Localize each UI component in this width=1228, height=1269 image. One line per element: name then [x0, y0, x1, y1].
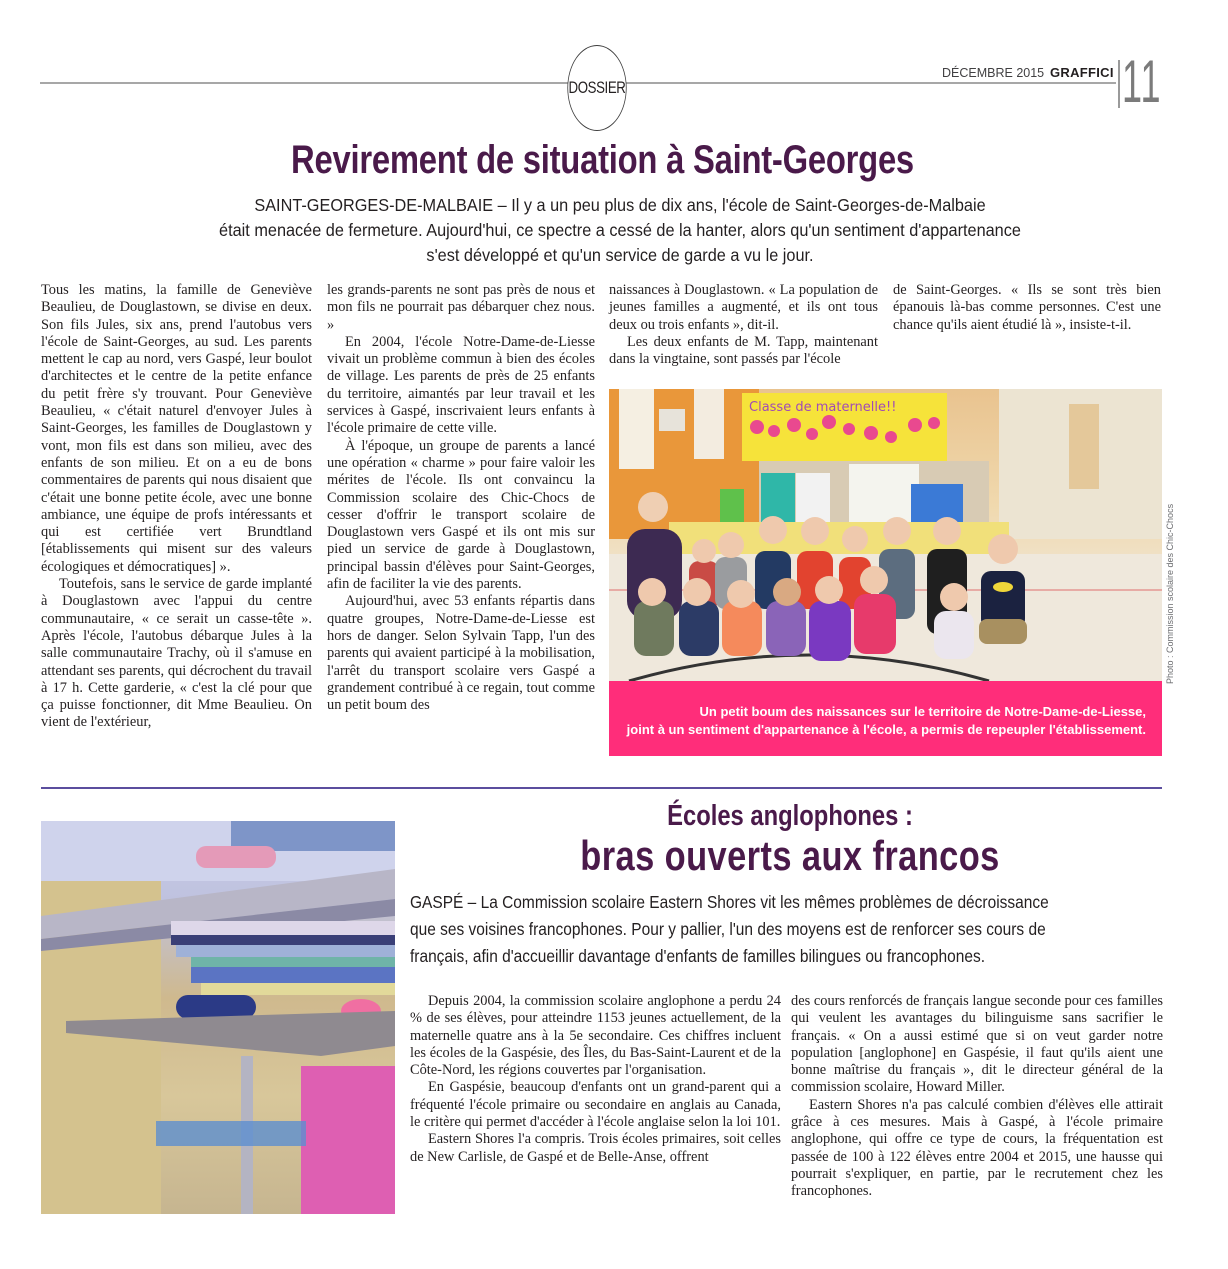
blue-folder	[191, 967, 395, 983]
pencil-case	[176, 995, 256, 1019]
paragraph: Depuis 2004, la commission scolaire anglophone a perdu 24 % de ses élèves, pour atteindre 1153 jeunes actuellement, de la maternelle quatre ans à la 5e secondaire. Ces chiffres incluent les écoles de la Gaspésie, des Îles, du Bas-Saint-Laurent et de la Côte-Nord, les régions couvertes par l'organisation.	[410, 993, 781, 1079]
section-label: DOSSIER	[568, 78, 626, 97]
article-1-column-3	[609, 282, 878, 368]
caption-line: Un petit boum des naissances sur le territoire de Notre-Dame-de-Liesse,	[699, 704, 1146, 719]
section-divider	[41, 787, 1162, 789]
window	[694, 389, 724, 459]
yellow-notebook	[201, 983, 395, 995]
paragraph: des cours renforcés de français langue seconde pour ces familles qui veulent les avantages du bilinguisme sans sacrifier le français. « On a aussi estimé que si on veut garder notre population [anglophone] en Gaspésie, il faut qu'ils aient une bonne maîtrise du français », dit le directeur général de la commission scolaire, Howard Miller.	[791, 993, 1163, 1096]
article-2-column-2	[791, 993, 1163, 1201]
student-hand	[196, 846, 276, 868]
paragraph: En 2004, l'école Notre-Dame-de-Liesse vivait un problème commun à bien des écoles de village. Les parents de près de 25 enfants du territoire, aimantés par leur travail et les services à Gaspé, inscrivaient leurs enfants à l'école primaire de cette ville.	[327, 333, 595, 437]
article-2-headline-line-2: bras ouverts aux francos	[580, 832, 1000, 879]
article-2-column-1	[410, 993, 781, 1166]
paragraph: Toutefois, sans le service de garde implanté à Douglastown avec l'appui du centre communautaire, « ce serait un casse-tête ». Après l'école, l'autobus débarque Jules à la salle communautaire Trachy, où il s'amuse en attendant ses parents, qui décrochent du travail à 17 h. Cette garderie, « c'est la clé pour que ça puisse fonctionner, dit Mme Beaulieu. On vient de l'extérieur,	[41, 576, 312, 731]
publication-name: GRAFFICI	[1050, 65, 1114, 80]
lede-line: SAINT-GEORGES-DE-MALBAIE – Il y a un peu plus de dix ans, l'école de Saint-Georges-de-Malbaie	[254, 195, 986, 215]
kindergarten-class-photo	[609, 389, 1162, 681]
paragraph: Eastern Shores n'a pas calculé combien d'élèves elle attirait grâce à ces mesures. Mais à Gaspé, à l'école primaire anglophone, qui offre ce type de cours, la fréquentation est passée de 100 à 122 élèves entre 2004 et 2015, une hausse qui pourrait s'expliquer, en partie, par le recrutement chez les francophones.	[791, 1096, 1163, 1200]
photo-illustration	[609, 389, 1162, 681]
article-1-headline: Revirement de situation à Saint-Georges	[291, 138, 914, 182]
article-1-column-2	[327, 282, 595, 714]
door	[1069, 404, 1099, 489]
paragraph: En Gaspésie, beaucoup d'enfants ont un grand-parent qui a fréquenté l'école primaire ou secondaire en anglais au Canada, le critère qui permet d'accéder à l'école anglaise selon la loi 101.	[410, 1079, 781, 1131]
banner-text: Classe de maternelle!!	[749, 400, 897, 415]
section-badge	[567, 45, 626, 131]
paragraph: Tous les matins, la famille de Geneviève Beaulieu, de Douglastown, se divise en deux. Son fils Jules, six ans, prend l'autobus vers l'école de Saint-Georges, au sud. Les parents mettent le cap au nord, vers Gaspé, leur boulot d'architectes et le centre de la petite enfance du petit frère s'y trouvant. Pour Geneviève Beaulieu, « c'était naturel d'envoyer Jules à Saint-Georges, les familles de Douglastown y vont, mon fils est dans son milieu, avec des enfants de son milieu. Et on a eu de bons commentaires de parents qui nous disaient que c'était une bonne petite école, avec une bonne ambiance, une équipe de profs intéressants et qui est certifiée vert Brundtland [établissements qui misent sur des valeurs écologiques et démocratiques] ».	[41, 282, 312, 575]
caption-line: joint à un sentiment d'appartenance à l'école, a permis de repeupler l'établissement.	[626, 722, 1146, 737]
folder	[176, 945, 395, 957]
article-2-lede	[410, 889, 1165, 970]
window	[619, 389, 654, 469]
paragraph: Eastern Shores l'a compris. Trois écoles primaires, soit celles de New Carlisle, de Gaspé et de Belle-Anse, offrent	[410, 1131, 781, 1165]
issue-date: DÉCEMBRE 2015	[942, 66, 1045, 80]
photo-illustration	[41, 821, 395, 1214]
teacher-head	[638, 492, 668, 522]
photo-credit: Photo : Commission scolaire des Chic-Chocs	[1165, 503, 1175, 684]
lede-line: GASPÉ – La Commission scolaire Eastern Shores vit les mêmes problèmes de décroissance	[410, 892, 1049, 912]
poster-drawing	[849, 464, 919, 526]
paragraph: naissances à Douglastown. « La population de jeunes familles a augmenté, et ils ont tous deux ou trois enfants », dit-il.	[609, 282, 878, 333]
blue-chair	[156, 1121, 306, 1146]
article-1-lede	[150, 193, 1090, 268]
lede-line: français, afin d'accueillir davantage d'enfants de familles bilingues ou francophones.	[410, 946, 986, 966]
school-desk-photo	[41, 821, 395, 1214]
paragraph: les grands-parents ne sont pas près de nous et mon fils ne pourrait pas débarquer chez nous. »	[327, 282, 595, 333]
notebook-stack	[171, 921, 395, 935]
photo-caption	[609, 681, 1162, 756]
article-1-column-1	[41, 282, 312, 732]
page-number-separator	[1118, 60, 1120, 108]
lede-line: que ses voisines francophones. Pour y pallier, l'un des moyens est de renforcer ses cours de	[410, 919, 1046, 939]
lede-line: était menacée de fermeture. Aujourd'hui, ce spectre a cessé de la hanter, alors qu'un sentiment d'appartenance	[219, 220, 1021, 240]
article-1-column-4	[893, 282, 1161, 334]
paragraph: de Saint-Georges. « Ils se sont très bien épanouis là-bas comme personnes. C'est une chance qu'ils aient étudié là », insiste-t-il.	[893, 282, 1161, 333]
pink-chair	[301, 1066, 395, 1214]
paragraph: À l'époque, un groupe de parents a lancé une opération « charme » pour faire valoir les mérites de l'école. Ils ont convaincu la Commission scolaire des Chic-Chocs de cesser d'offrir le transport scolaire de Douglastown vers Gaspé et ils ont mis sur pied un service de garde à Douglastown, principal bassin d'élèves pour Saint-Georges, afin de faciliter la vie des parents.	[327, 437, 595, 593]
paragraph: Aujourd'hui, avec 53 enfants répartis dans quatre groupes, Notre-Dame-de-Liesse est hors de danger. Selon Sylvain Tapp, l'un des parents qui avaient participé à la mobilisation, l'arrêt du transport scolaire vers Gaspé a grandement contribué à ce regain, tout comme un petit boum des	[327, 593, 595, 714]
lede-line: s'est développé et qu'un service de garde a vu le jour.	[426, 245, 814, 265]
green-folder	[191, 957, 395, 967]
wall-poster	[659, 409, 685, 431]
paragraph: Les deux enfants de M. Tapp, maintenant dans la vingtaine, sont passés par l'école	[609, 333, 878, 368]
article-2-headline-line-1: Écoles anglophones :	[667, 800, 913, 832]
spiral-notebook	[171, 935, 395, 945]
page-number: 11	[1122, 48, 1162, 115]
